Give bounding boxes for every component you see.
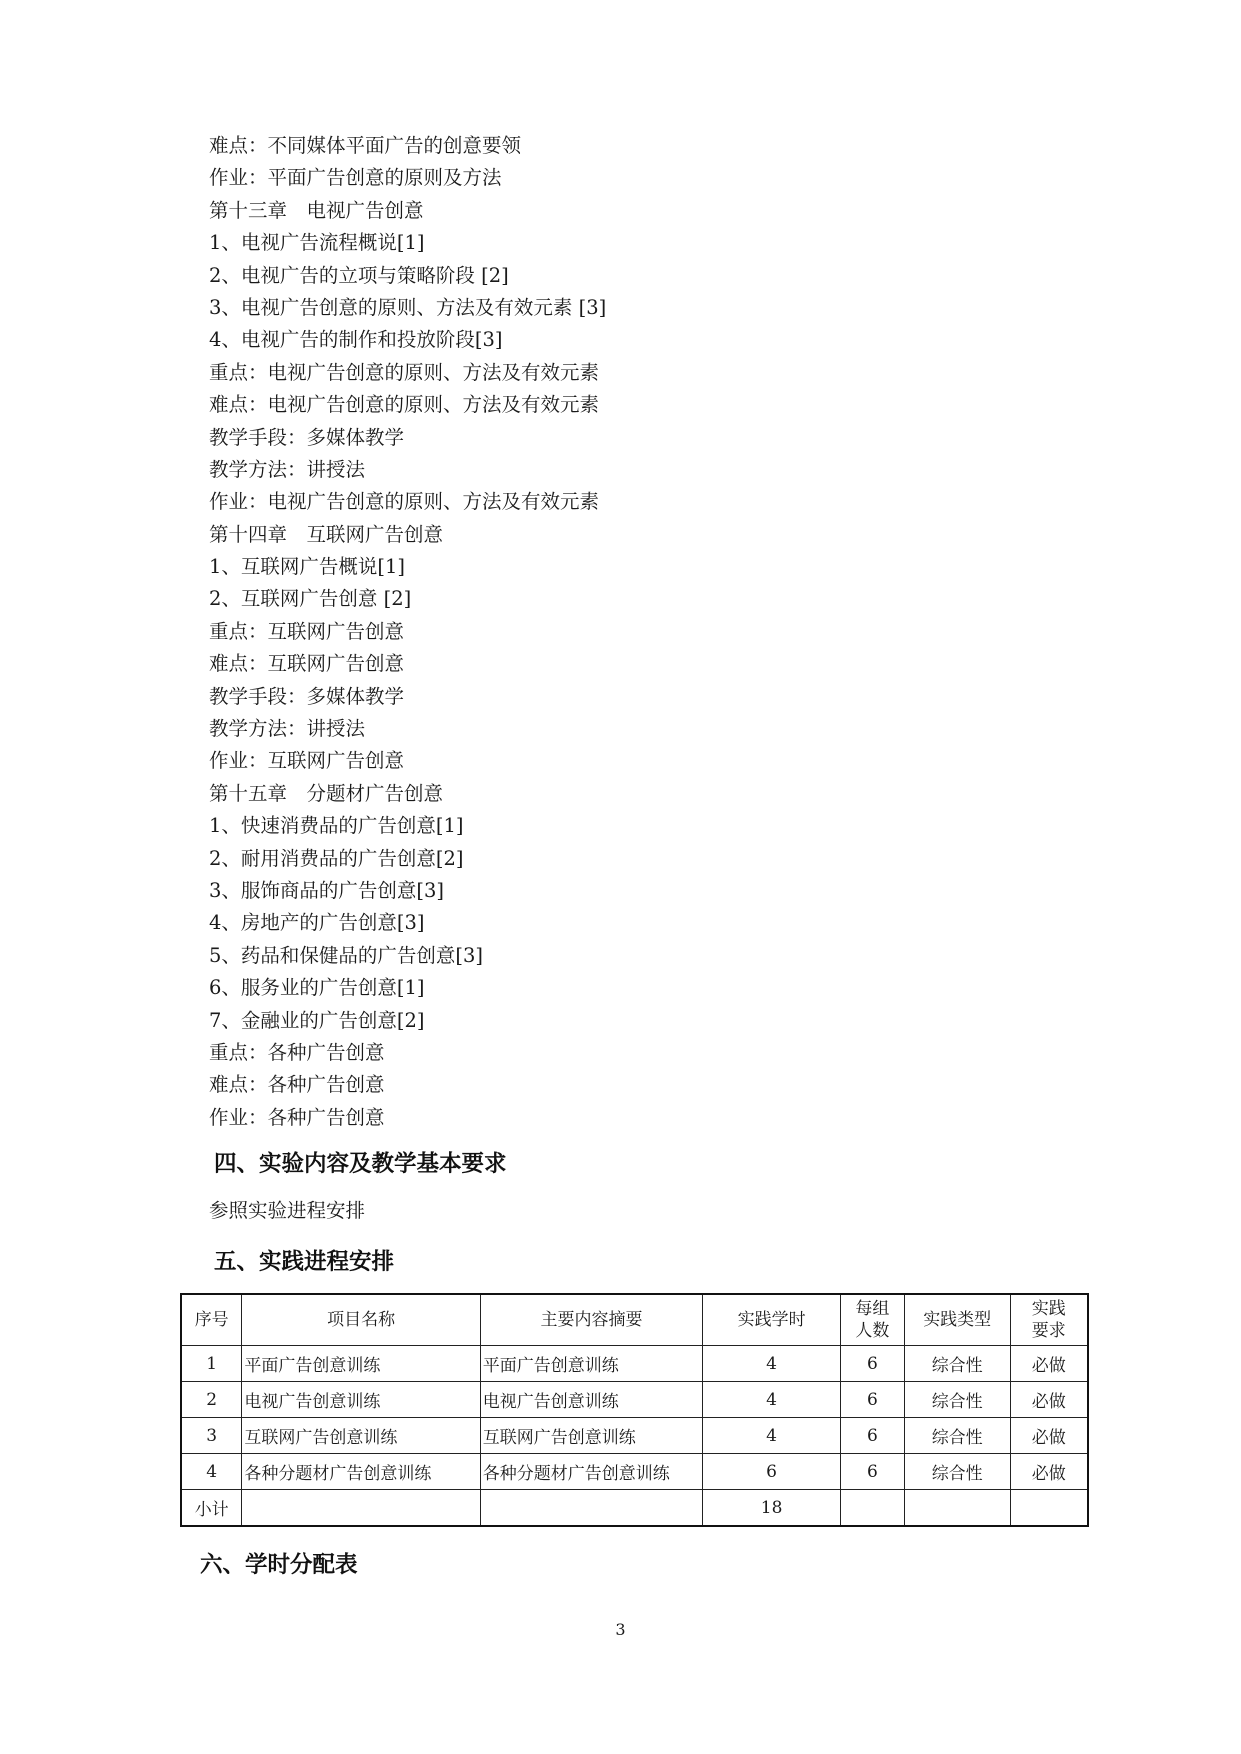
- text-line: 3、电视广告创意的原则、方法及有效元素 [3]: [209, 295, 607, 319]
- text-line: 难点：不同媒体平面广告的创意要领: [209, 134, 522, 157]
- cell-req: 必做: [1010, 1346, 1088, 1382]
- header-group-line1: 每组: [855, 1299, 890, 1319]
- text-line: 2、互联网广告创意 [2]: [209, 587, 412, 611]
- cell-hours: 4: [703, 1382, 841, 1418]
- cell-type: 综合性: [904, 1454, 1010, 1490]
- text-line: 1、快速消费品的广告创意[1]: [209, 814, 464, 838]
- text-line: 4、房地产的广告创意[3]: [209, 911, 425, 935]
- cell-index: 1: [181, 1346, 242, 1382]
- text-line: 重点：互联网广告创意: [209, 619, 405, 643]
- cell-req: 必做: [1010, 1454, 1088, 1490]
- cell-empty: [1010, 1490, 1088, 1527]
- cell-summary: 各种分题材广告创意训练: [480, 1454, 702, 1490]
- cell-subtotal-label: 小计: [181, 1490, 242, 1527]
- section-heading-experiment: 四、实验内容及教学基本要求: [214, 1151, 507, 1177]
- text-line: 重点：电视广告创意的原则、方法及有效元素: [209, 360, 600, 384]
- text-line: 作业：各种广告创意: [209, 1105, 385, 1129]
- header-requirement: [1010, 1294, 1088, 1346]
- cell-empty: [904, 1490, 1010, 1527]
- text-line: 难点：各种广告创意: [209, 1073, 385, 1097]
- cell-name: 各种分题材广告创意训练: [242, 1454, 480, 1490]
- cell-hours: 4: [703, 1346, 841, 1382]
- text-line: 作业：互联网广告创意: [209, 749, 405, 773]
- header-group-size: [840, 1294, 904, 1346]
- text-line: 作业：电视广告创意的原则、方法及有效元素: [209, 490, 600, 514]
- table-row: [181, 1454, 1088, 1490]
- section-heading-practice: 五、实践进程安排: [214, 1249, 395, 1275]
- chapter-title: 第十四章 互联网广告创意: [209, 522, 444, 546]
- cell-type: 综合性: [904, 1418, 1010, 1454]
- cell-index: 2: [181, 1382, 242, 1418]
- cell-name: 平面广告创意训练: [242, 1346, 480, 1382]
- text-line: 3、服饰商品的广告创意[3]: [209, 878, 445, 902]
- text-line: 教学方法：讲授法: [209, 457, 366, 481]
- syllabus-text-block: [209, 130, 1109, 1134]
- header-group-line2: 人数: [855, 1321, 890, 1341]
- text-line: 教学手段：多媒体教学: [209, 684, 405, 708]
- cell-name: 互联网广告创意训练: [242, 1418, 480, 1454]
- text-line: 2、电视广告的立项与策略阶段 [2]: [209, 263, 509, 287]
- cell-empty: [242, 1490, 480, 1527]
- text-line: 难点：电视广告创意的原则、方法及有效元素: [209, 393, 600, 417]
- cell-hours: 4: [703, 1418, 841, 1454]
- text-line: 重点：各种广告创意: [209, 1040, 385, 1064]
- cell-index: 3: [181, 1418, 242, 1454]
- text-line: 6、服务业的广告创意[1]: [209, 976, 425, 1000]
- table-header-row: [181, 1294, 1088, 1346]
- header-summary: 主要内容摘要: [480, 1294, 702, 1346]
- cell-type: 综合性: [904, 1346, 1010, 1382]
- section-heading-hours: 六、学时分配表: [200, 1552, 358, 1578]
- header-req-line2: 要求: [1031, 1321, 1066, 1341]
- cell-summary: 平面广告创意训练: [480, 1346, 702, 1382]
- text-line: 教学手段：多媒体教学: [209, 425, 405, 449]
- cell-group: 6: [840, 1382, 904, 1418]
- header-name: 项目名称: [242, 1294, 480, 1346]
- cell-subtotal-hours: 18: [703, 1490, 841, 1527]
- chapter-title: 第十五章 分题材广告创意: [209, 781, 444, 805]
- header-hours: 实践学时: [703, 1294, 841, 1346]
- header-index: 序号: [181, 1294, 242, 1346]
- cell-empty: [480, 1490, 702, 1527]
- table-row: [181, 1382, 1088, 1418]
- cell-req: 必做: [1010, 1382, 1088, 1418]
- cell-summary: 电视广告创意训练: [480, 1382, 702, 1418]
- text-line: 教学方法：讲授法: [209, 717, 366, 741]
- cell-group: 6: [840, 1454, 904, 1490]
- header-req-line1: 实践: [1031, 1299, 1066, 1319]
- cell-name: 电视广告创意训练: [242, 1382, 480, 1418]
- cell-summary: 互联网广告创意训练: [480, 1418, 702, 1454]
- text-line: 难点：互联网广告创意: [209, 652, 405, 676]
- text-line: 1、电视广告流程概说[1]: [209, 231, 425, 255]
- text-line: 2、耐用消费品的广告创意[2]: [209, 846, 464, 870]
- text-line: 5、药品和保健品的广告创意[3]: [209, 943, 484, 967]
- table-subtotal-row: [181, 1490, 1088, 1527]
- text-line: 4、电视广告的制作和投放阶段[3]: [209, 328, 503, 352]
- cell-type: 综合性: [904, 1382, 1010, 1418]
- table-row: [181, 1418, 1088, 1454]
- cell-group: 6: [840, 1346, 904, 1382]
- cell-req: 必做: [1010, 1418, 1088, 1454]
- chapter-title: 第十三章 电视广告创意: [209, 198, 424, 222]
- page-number: 3: [615, 1620, 626, 1639]
- text-line: 7、金融业的广告创意[2]: [209, 1008, 425, 1032]
- cell-group: 6: [840, 1418, 904, 1454]
- table-row: [181, 1346, 1088, 1382]
- cell-empty: [840, 1490, 904, 1527]
- cell-index: 4: [181, 1454, 242, 1490]
- header-type: 实践类型: [904, 1294, 1010, 1346]
- practice-schedule-table: [180, 1293, 1089, 1527]
- section-paragraph: 参照实验进程安排: [209, 1199, 366, 1222]
- cell-hours: 6: [703, 1454, 841, 1490]
- text-line: 作业：平面广告创意的原则及方法: [209, 166, 502, 190]
- text-line: 1、互联网广告概说[1]: [209, 555, 406, 579]
